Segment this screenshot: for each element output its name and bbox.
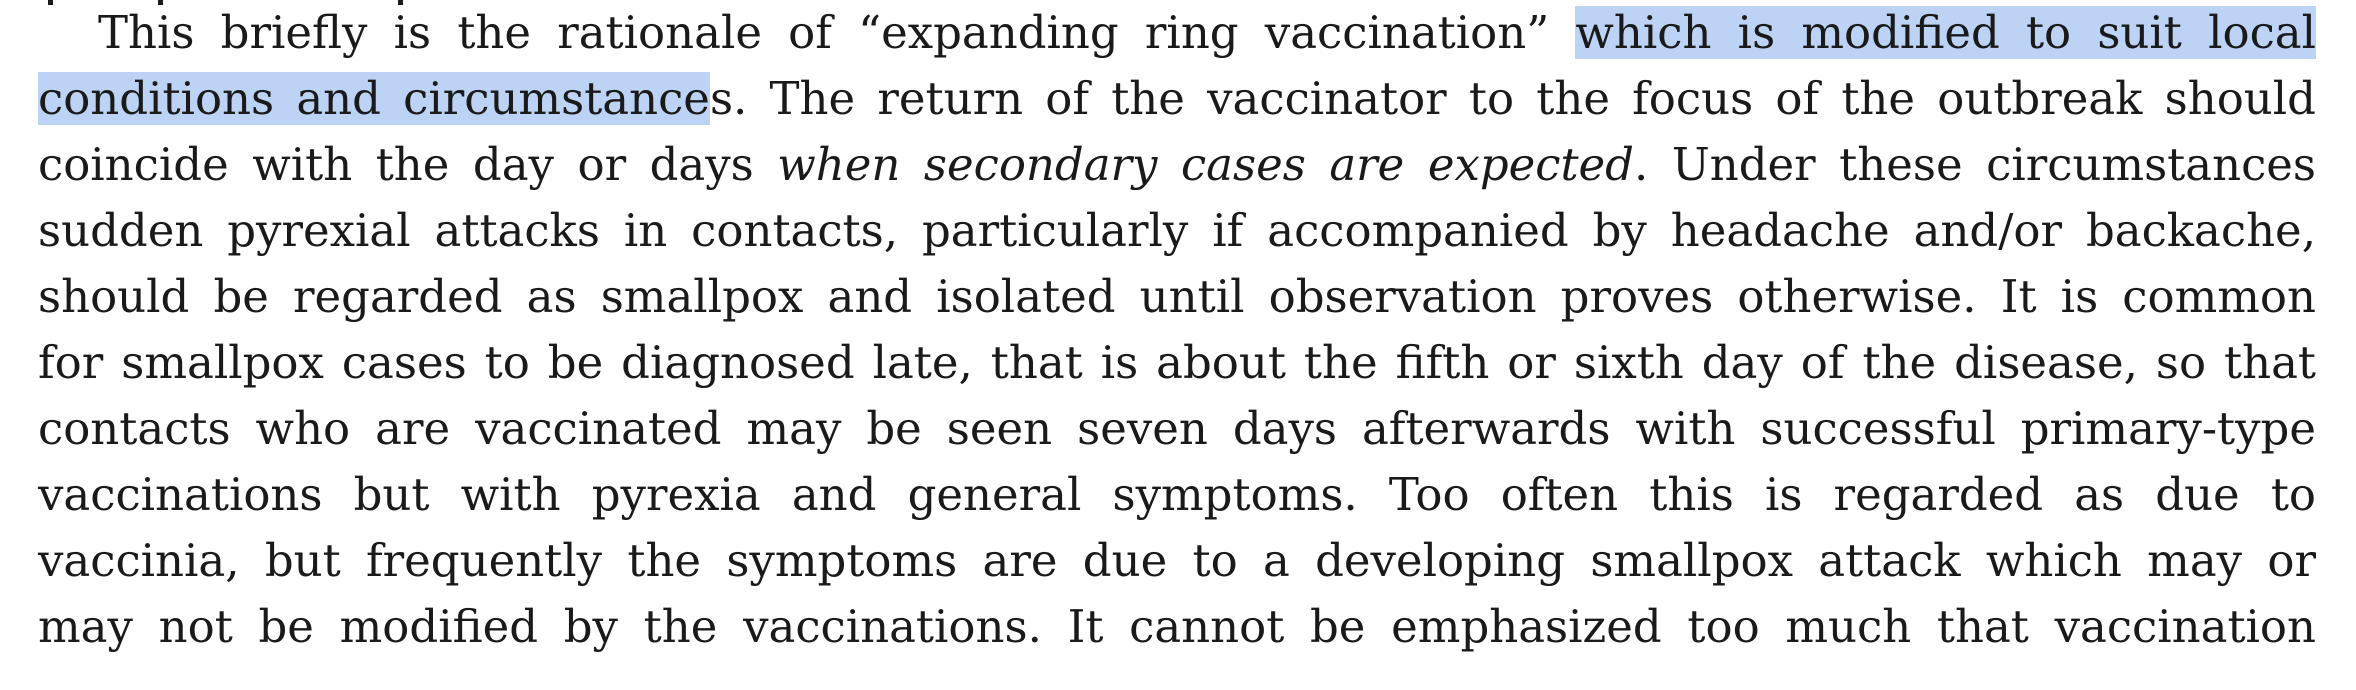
text-line [38, 132, 2316, 198]
selected-text[interactable]: conditions and circumstance [38, 72, 710, 125]
text-segment: coincide with the day or days [38, 138, 778, 191]
text-segment: should be regarded as smallpox and isolated until observation proves otherwise. It is common [38, 270, 2316, 323]
text-segment: vaccinia, but frequently the symptoms are due to a developing smallpox attack which may or [38, 534, 2316, 587]
text-segment: This briefly is the rationale of “expanding ring vaccination” [98, 6, 1576, 59]
text-segment: s. The return of the vaccinator to the focus of the outbreak should [709, 72, 2316, 125]
text-line [38, 198, 2316, 264]
text-segment: vaccinations but with pyrexia and general symptoms. Too often this is regarded as due to [38, 468, 2316, 521]
text-segment: for smallpox cases to be diagnosed late, that is about the fifth or sixth day of the disease, so that [38, 336, 2316, 389]
text-segment: sudden pyrexial attacks in contacts, particularly if accompanied by headache and/or backache, [38, 204, 2316, 257]
text-line [38, 396, 2316, 462]
text-line [38, 264, 2316, 330]
italic-text: when secondary cases are expected [777, 138, 1634, 191]
text-line [38, 462, 2316, 528]
text-segment: may not be modified by the vaccinations. It cannot be emphasized too much that vaccination [38, 600, 2316, 653]
text-line [38, 66, 2316, 132]
text-segment: . Under these circumstances [1634, 138, 2316, 191]
text-line [38, 528, 2316, 594]
text-line [38, 594, 2316, 660]
selected-text[interactable]: which is modified to suit local [1575, 6, 2316, 59]
text-line [98, 0, 2316, 66]
text-line [38, 330, 2316, 396]
text-segment: contacts who are vaccinated may be seen seven days afterwards with successful primary-type [38, 402, 2316, 455]
